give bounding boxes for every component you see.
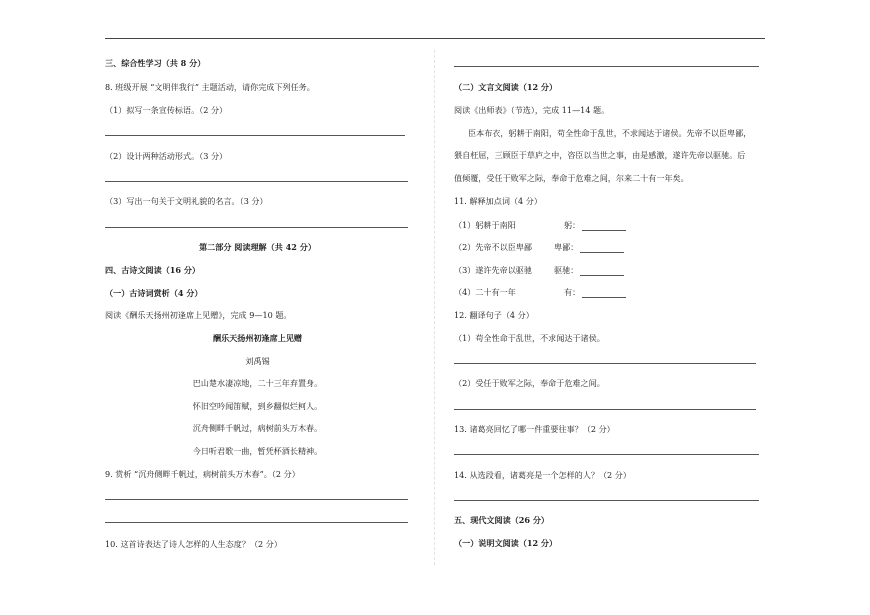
q8-3: （3）写出一句关于文明礼貌的名言。（3 分）	[105, 196, 268, 206]
fill-blank	[582, 221, 626, 231]
poem-line: 沉舟侧畔千帆过，病树前头万木春。	[192, 423, 323, 433]
answer-line	[454, 363, 756, 364]
fill-blank	[582, 288, 626, 298]
q10: 10. 这首诗表达了诗人怎样的人生态度？（2 分）	[105, 539, 282, 549]
q12-2: （2）受任于败军之际，奉命于危难之间。	[454, 378, 605, 388]
q11-item-label: 躬：	[564, 220, 581, 230]
q11-item-word	[554, 265, 624, 276]
text-intro: 阅读《出师表》（节选），完成 11—14 题。	[454, 105, 610, 115]
q11-item-phrase: （2）先帝不以臣卑鄙	[454, 242, 532, 252]
sub1-title: （一）古诗词赏析（4 分）	[105, 288, 203, 298]
top-rule	[105, 38, 765, 39]
poem-intro: 阅读《酬乐天扬州初逢席上见赠》，完成 9—10 题。	[105, 310, 292, 320]
passage-line: 猥自枉屈，三顾臣于草庐之中，咨臣以当世之事，由是感激，遂许先帝以驱驰。后	[454, 150, 746, 160]
q12: 12. 翻译句子（4 分）	[454, 310, 534, 320]
answer-line	[105, 135, 405, 136]
sub2-title: （二）文言文阅读（12 分）	[454, 82, 558, 92]
answer-line	[105, 227, 408, 228]
passage-line: 值倾覆，受任于败军之际，奉命于危难之间，尔来二十有一年矣。	[454, 173, 689, 183]
q14: 14. 从选段看，诸葛亮是一个怎样的人？（2 分）	[454, 470, 631, 480]
q11: 11. 解释加点词（4 分）	[454, 196, 542, 206]
part2-title: 第二部分 阅读理解（共 42 分）	[199, 242, 316, 252]
q12-1: （1）苟全性命于乱世，不求闻达于诸侯。	[454, 333, 605, 343]
q11-item-label: 卑鄙：	[554, 242, 579, 252]
q8-2: （2）设计两种活动形式。（3 分）	[105, 151, 228, 161]
answer-line	[454, 500, 759, 501]
section4-title: 四、古诗文阅读（16 分）	[105, 265, 201, 275]
answer-line	[454, 66, 759, 67]
q11-item-word	[554, 242, 624, 253]
section5-title: 五、现代文阅读（26 分）	[454, 515, 550, 525]
answer-line	[454, 454, 759, 455]
q11-item-label: 驱驰：	[554, 265, 579, 275]
fill-blank	[580, 266, 624, 276]
q11-item-phrase: （1）躬耕于南阳	[454, 220, 516, 230]
q11-item-phrase: （4）二十有一年	[454, 287, 516, 297]
poem-author: 刘禹锡	[245, 356, 270, 366]
answer-line	[454, 409, 756, 410]
section3-title: 三、综合性学习（共 8 分）	[105, 58, 206, 68]
poem-line: 巴山楚水凄凉地，二十三年弃置身。	[192, 378, 323, 388]
q11-item-phrase: （3）遂许先帝以驱驰	[454, 265, 532, 275]
q11-item-word	[564, 287, 626, 298]
q8-stem: 8. 班级开展 “文明伴我行” 主题活动，请你完成下列任务。	[105, 82, 315, 92]
poem-line: 今日听君歌一曲，暂凭杯酒长精神。	[192, 446, 323, 456]
answer-line	[105, 499, 408, 500]
sub3-title: （一）说明文阅读（12 分）	[454, 538, 558, 548]
poem-title: 酬乐天扬州初逢席上见赠	[212, 333, 303, 343]
fill-blank	[580, 243, 624, 253]
q11-item-label: 有：	[564, 287, 581, 297]
q8-1: （1）拟写一条宣传标语。（2 分）	[105, 105, 228, 115]
q9: 9. 赏析 “沉舟侧畔千帆过，病树前头万木春”。（2 分）	[105, 469, 300, 479]
answer-line	[105, 522, 408, 523]
passage-line: 臣本布衣，躬耕于南阳，苟全性命于乱世，不求闻达于诸侯。先帝不以臣卑鄙，	[468, 128, 752, 138]
poem-line: 怀旧空吟闻笛赋，到乡翻似烂柯人。	[192, 401, 323, 411]
q13: 13. 诸葛亮回忆了哪一件重要往事？（2 分）	[454, 424, 615, 434]
answer-line	[105, 181, 408, 182]
q11-item-word	[564, 220, 626, 231]
column-divider	[434, 50, 435, 565]
